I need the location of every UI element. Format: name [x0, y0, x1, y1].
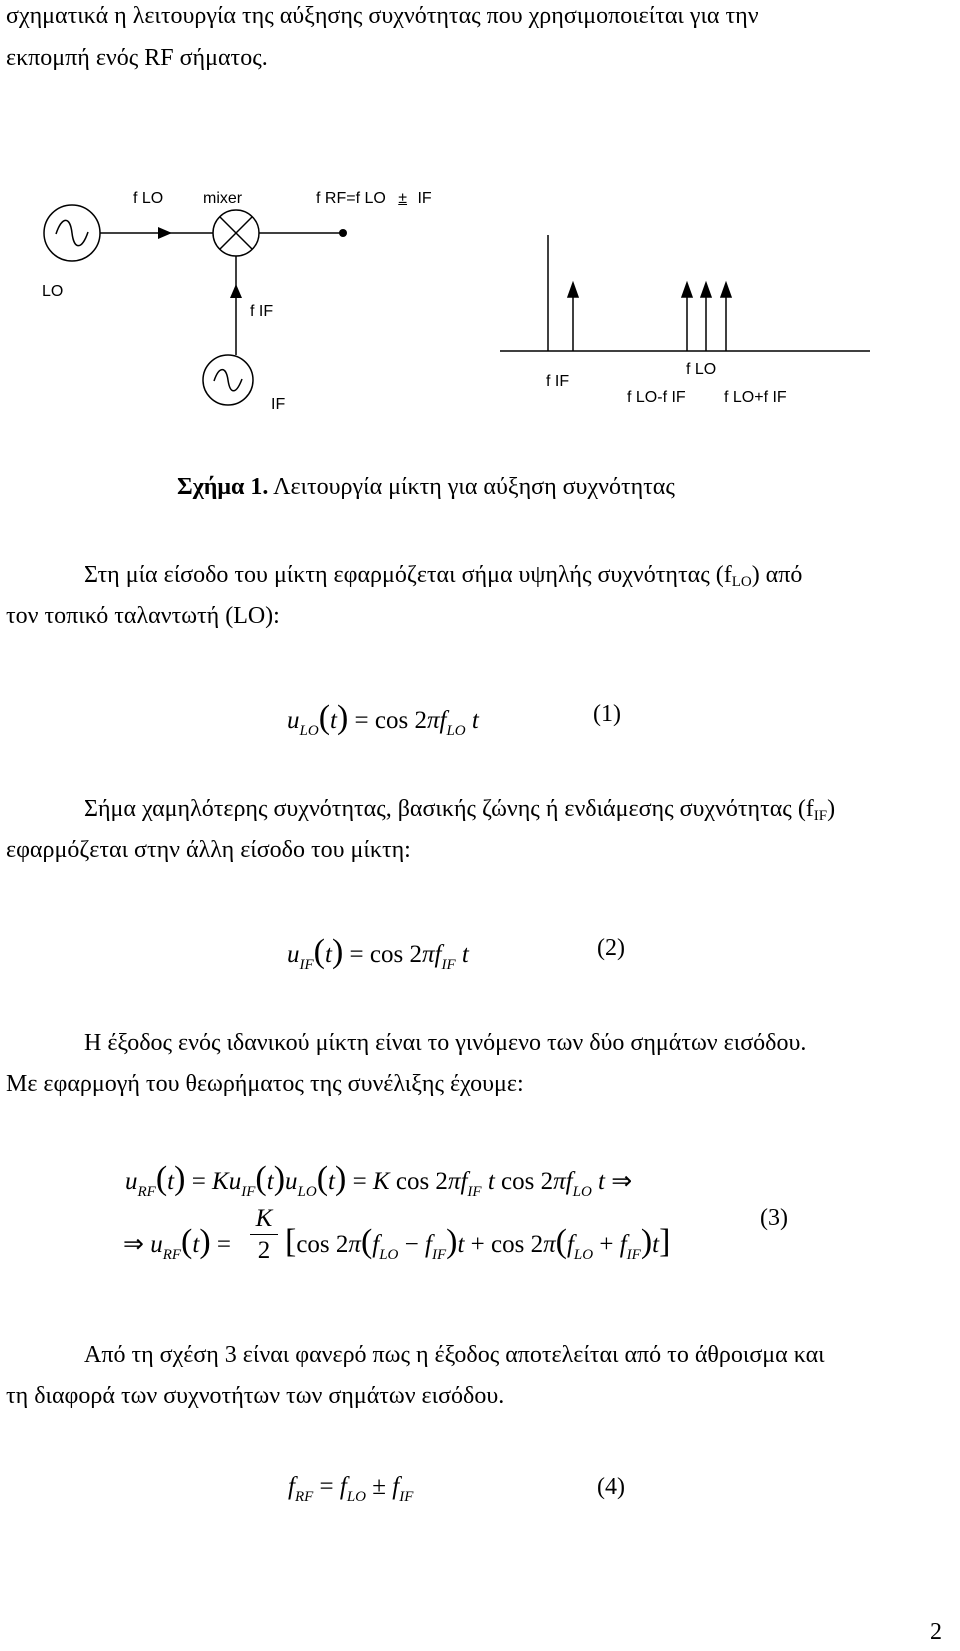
para1-line1-sub: LO	[731, 574, 752, 590]
equation-3-line-2: ⇒ $u_{RF}(t)$ =	[123, 1223, 231, 1263]
equation-4-number: (4)	[597, 1474, 625, 1500]
label-lo: LO	[42, 283, 64, 300]
para2-line1	[6, 797, 908, 824]
para2-line1-post: )	[827, 796, 836, 822]
intro-line-2: εκπομπή ενός RF σήματος.	[6, 45, 268, 71]
spectrum-label-f-if: f IF	[546, 373, 570, 390]
arrow-right-icon	[158, 227, 172, 239]
if-oscillator-icon	[203, 355, 253, 405]
label-f-rf	[316, 190, 432, 208]
spectral-arrow-sum	[721, 283, 731, 297]
mixer-block-diagram	[0, 170, 470, 450]
para2-line1-pre: Σήμα χαμηλότερης συχνότητας, βασικής ζώνης ή ενδιάμεσης συχνότητας (f	[84, 796, 814, 822]
label-f-lo: f LO	[133, 190, 164, 207]
equation-2-number: (2)	[597, 935, 625, 961]
equation-3-number: (3)	[760, 1205, 788, 1231]
label-mixer: mixer	[203, 190, 243, 207]
spectral-arrow-f-if	[568, 283, 578, 297]
equation-1: $u_{LO}(t) = \cos 2\pi f_{LO}$ t	[287, 699, 479, 739]
para1-line1-pre: Στη μία είσοδο του μίκτη εφαρμόζεται σήμα υψηλής συχνότητας (f	[84, 562, 732, 588]
lo-oscillator-icon	[44, 205, 100, 261]
spectrum-label-f-lo: f LO	[686, 361, 717, 378]
equation-4: $f_{RF} = f_{LO} \pm f_{IF}$	[288, 1473, 414, 1505]
figure-caption-number: Σχήμα 1.	[177, 474, 269, 500]
para1-line1-post: ) από	[751, 562, 803, 588]
figure-caption	[177, 475, 675, 499]
para1-line1	[6, 563, 908, 590]
equation-3-bracket: [cos $2\pi(f_{LO} - f_{IF})t + \cos 2\pi(f_{LO} + f_{IF})t$]	[285, 1223, 671, 1263]
mixer-icon	[213, 210, 259, 256]
spectral-arrow-diff	[682, 283, 692, 297]
para2-line2: εφαρμόζεται στην άλλη είσοδο του μίκτη:	[6, 837, 411, 863]
spectrum-label-sum: f LO+f IF	[724, 389, 787, 406]
label-if: IF	[271, 396, 286, 413]
equation-3-fraction: K 2	[250, 1204, 278, 1267]
spectrum-label-diff: f LO-f IF	[627, 389, 686, 406]
equation-1-number: (1)	[593, 701, 621, 727]
label-if-top: IF	[417, 190, 432, 207]
para3-line1: Η έξοδος ενός ιδανικού μίκτη είναι το γινόμενο των δύο σημάτων εισόδου.	[84, 1030, 807, 1056]
intro-line-1: σχηματικά η λειτουργία της αύξησης συχνότητας που χρησιμοποιείται για την	[6, 3, 759, 29]
page-number: 2	[930, 1619, 942, 1645]
spectrum-diagram	[490, 225, 880, 375]
label-f-rf-text: f RF=f LO	[316, 190, 386, 207]
arrow-up-icon	[230, 284, 242, 298]
label-f-if: f IF	[250, 303, 274, 320]
para4-line1: Από τη σχέση 3 είναι φανερό πως η έξοδος αποτελείται από το άθροισμα και	[84, 1342, 825, 1368]
para2-line1-sub: IF	[813, 808, 828, 824]
equation-3-line-1: $u_{RF}(t) = Ku_{IF}(t)u_{LO}(t) = K$ $\cos 2\pi f_{IF}$ t $\cos 2\pi f_{LO}$ t ⇒	[125, 1160, 633, 1200]
figure-caption-text: Λειτουργία μίκτη για αύξηση συχνότητας	[273, 474, 675, 500]
label-plus-minus: ±	[398, 190, 408, 207]
para1-line2: τον τοπικό ταλαντωτή (LO):	[6, 603, 280, 629]
spectral-arrow-f-lo	[701, 283, 711, 297]
para4-line2: τη διαφορά των συχνοτήτων των σημάτων εισόδου.	[6, 1383, 505, 1409]
output-node-icon	[339, 229, 347, 237]
para3-line2: Με εφαρμογή του θεωρήματος της συνέλιξης έχουμε:	[6, 1071, 524, 1097]
equation-2: $u_{IF}(t) = \cos 2\pi f_{IF}$ t	[287, 933, 469, 973]
